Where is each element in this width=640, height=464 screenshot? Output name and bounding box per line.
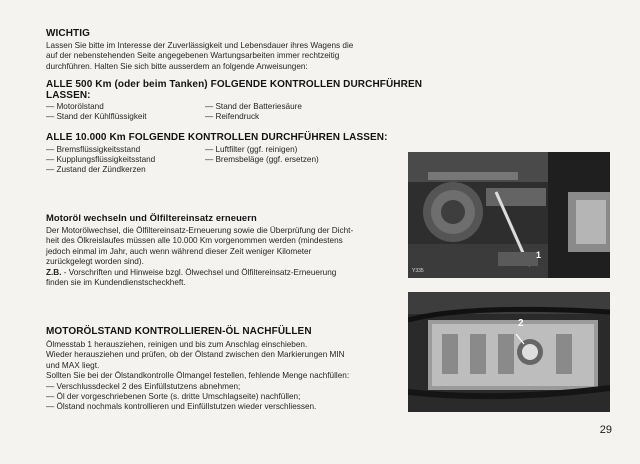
wichtig-heading: WICHTIG — [46, 28, 91, 39]
oillevel-line: Ölmesstab 1 herausziehen, reinigen und bis zum Anschlag einschieben. — [46, 340, 308, 349]
oilchange-line: zurückgelegt worden sind). — [46, 257, 144, 267]
engine-photo-oilcap-drawing — [408, 292, 610, 412]
km10000-item: — Kupplungsflüssigkeitsstand — [46, 155, 156, 164]
zb-label: Z.B. — [46, 267, 62, 277]
engine-photo-dipstick — [408, 152, 610, 278]
oillevel-text — [46, 340, 349, 413]
zb-text: - Vorschriften und Hinweise bzgl. Ölwechsel und Ölfiltereinsatz-Erneuerung — [61, 267, 337, 277]
oilchange-heading: Motoröl wechseln und Ölfiltereinsatz erneuern — [46, 212, 257, 223]
km10000-item: — Bremsbeläge (ggf. ersetzen) — [205, 155, 319, 164]
oillevel-line: Sollten Sie bei der Ölstandkontrolle Ölmangel festellen, fehlende Menge nachfüllen: — [46, 371, 350, 381]
km10000-item: — Luftfilter (ggf. reinigen) — [205, 145, 298, 154]
oilchange-line: finden sie im Kundendienstscheckheft. — [46, 278, 186, 288]
km10000-heading: ALLE 10.000 Km FOLGENDE KONTROLLEN DURCHFÜHREN LASSEN: — [46, 132, 388, 143]
wichtig-line: Lassen Sie bitte im Interesse der Zuverlässigkeit und Lebensdauer ihres Wagens die — [46, 41, 354, 50]
km500-heading-2: LASSEN: — [46, 90, 91, 101]
engine-photo-oilcap — [408, 292, 610, 412]
wichtig-text — [46, 41, 353, 72]
km500-item: — Motorölstand — [46, 102, 104, 111]
km500-item: — Reifendruck — [205, 112, 260, 121]
km500-item: — Stand der Batteriesäure — [205, 102, 302, 111]
page-number: 29 — [599, 424, 612, 436]
oilchange-line: jedoch einmal im Jahr, auch wenn während dieser Zeit weniger Kilometer — [46, 246, 312, 256]
wichtig-line: auf der nebenstehenden Seite angegebenen Wartungsarbeiten immer rechtzeitig — [46, 51, 340, 61]
oillevel-line: und MAX liegt. — [46, 360, 100, 370]
km10000-item: — Zustand der Zündkerzen — [46, 165, 146, 174]
km10000-item: — Bremsflüssigkeitsstand — [46, 145, 141, 154]
oillevel-line: Wieder herausziehen und prüfen, ob der Ölstand zwischen den Markierungen MIN — [46, 350, 345, 360]
photo-code: Y335 — [412, 268, 424, 274]
km500-heading-1: ALLE 500 Km (oder beim Tanken) FOLGENDE KONTROLLEN DURCHFÜHREN — [46, 79, 423, 90]
km500-item: — Stand der Kühlflüssigkeit — [46, 112, 147, 121]
wichtig-line: durchführen. Halten Sie sich bitte ausserdem an folgende Anweisungen: — [46, 61, 308, 71]
oillevel-line: — Öl der vorgeschriebenen Sorte (s. dritte Umschlagseite) nachfüllen; — [46, 392, 301, 402]
photo-label-2: 2 — [518, 318, 524, 329]
engine-photo-dipstick-drawing — [408, 152, 610, 278]
oilchange-zb-line — [46, 268, 353, 278]
oillevel-line: — Ölstand nochmals kontrollieren und Einfüllstutzen wieder verschliessen. — [46, 402, 317, 412]
photo-label-1: 1 — [536, 250, 542, 260]
oilchange-text — [46, 226, 353, 288]
oilchange-line: Der Motorölwechsel, die Ölfiltereinsatz-Erneuerung sowie die Überprüfung der Dicht- — [46, 226, 354, 235]
oillevel-heading: MOTORÖLSTAND KONTROLLIEREN-ÖL NACHFÜLLEN — [46, 326, 312, 337]
oillevel-line: — Verschlussdeckel 2 des Einfüllstutzens abnehmen; — [46, 381, 241, 391]
oilchange-line: heit des Ölkreislaufes müssen alle 10.000 Km vorgenommen werden (mindestens — [46, 236, 343, 246]
